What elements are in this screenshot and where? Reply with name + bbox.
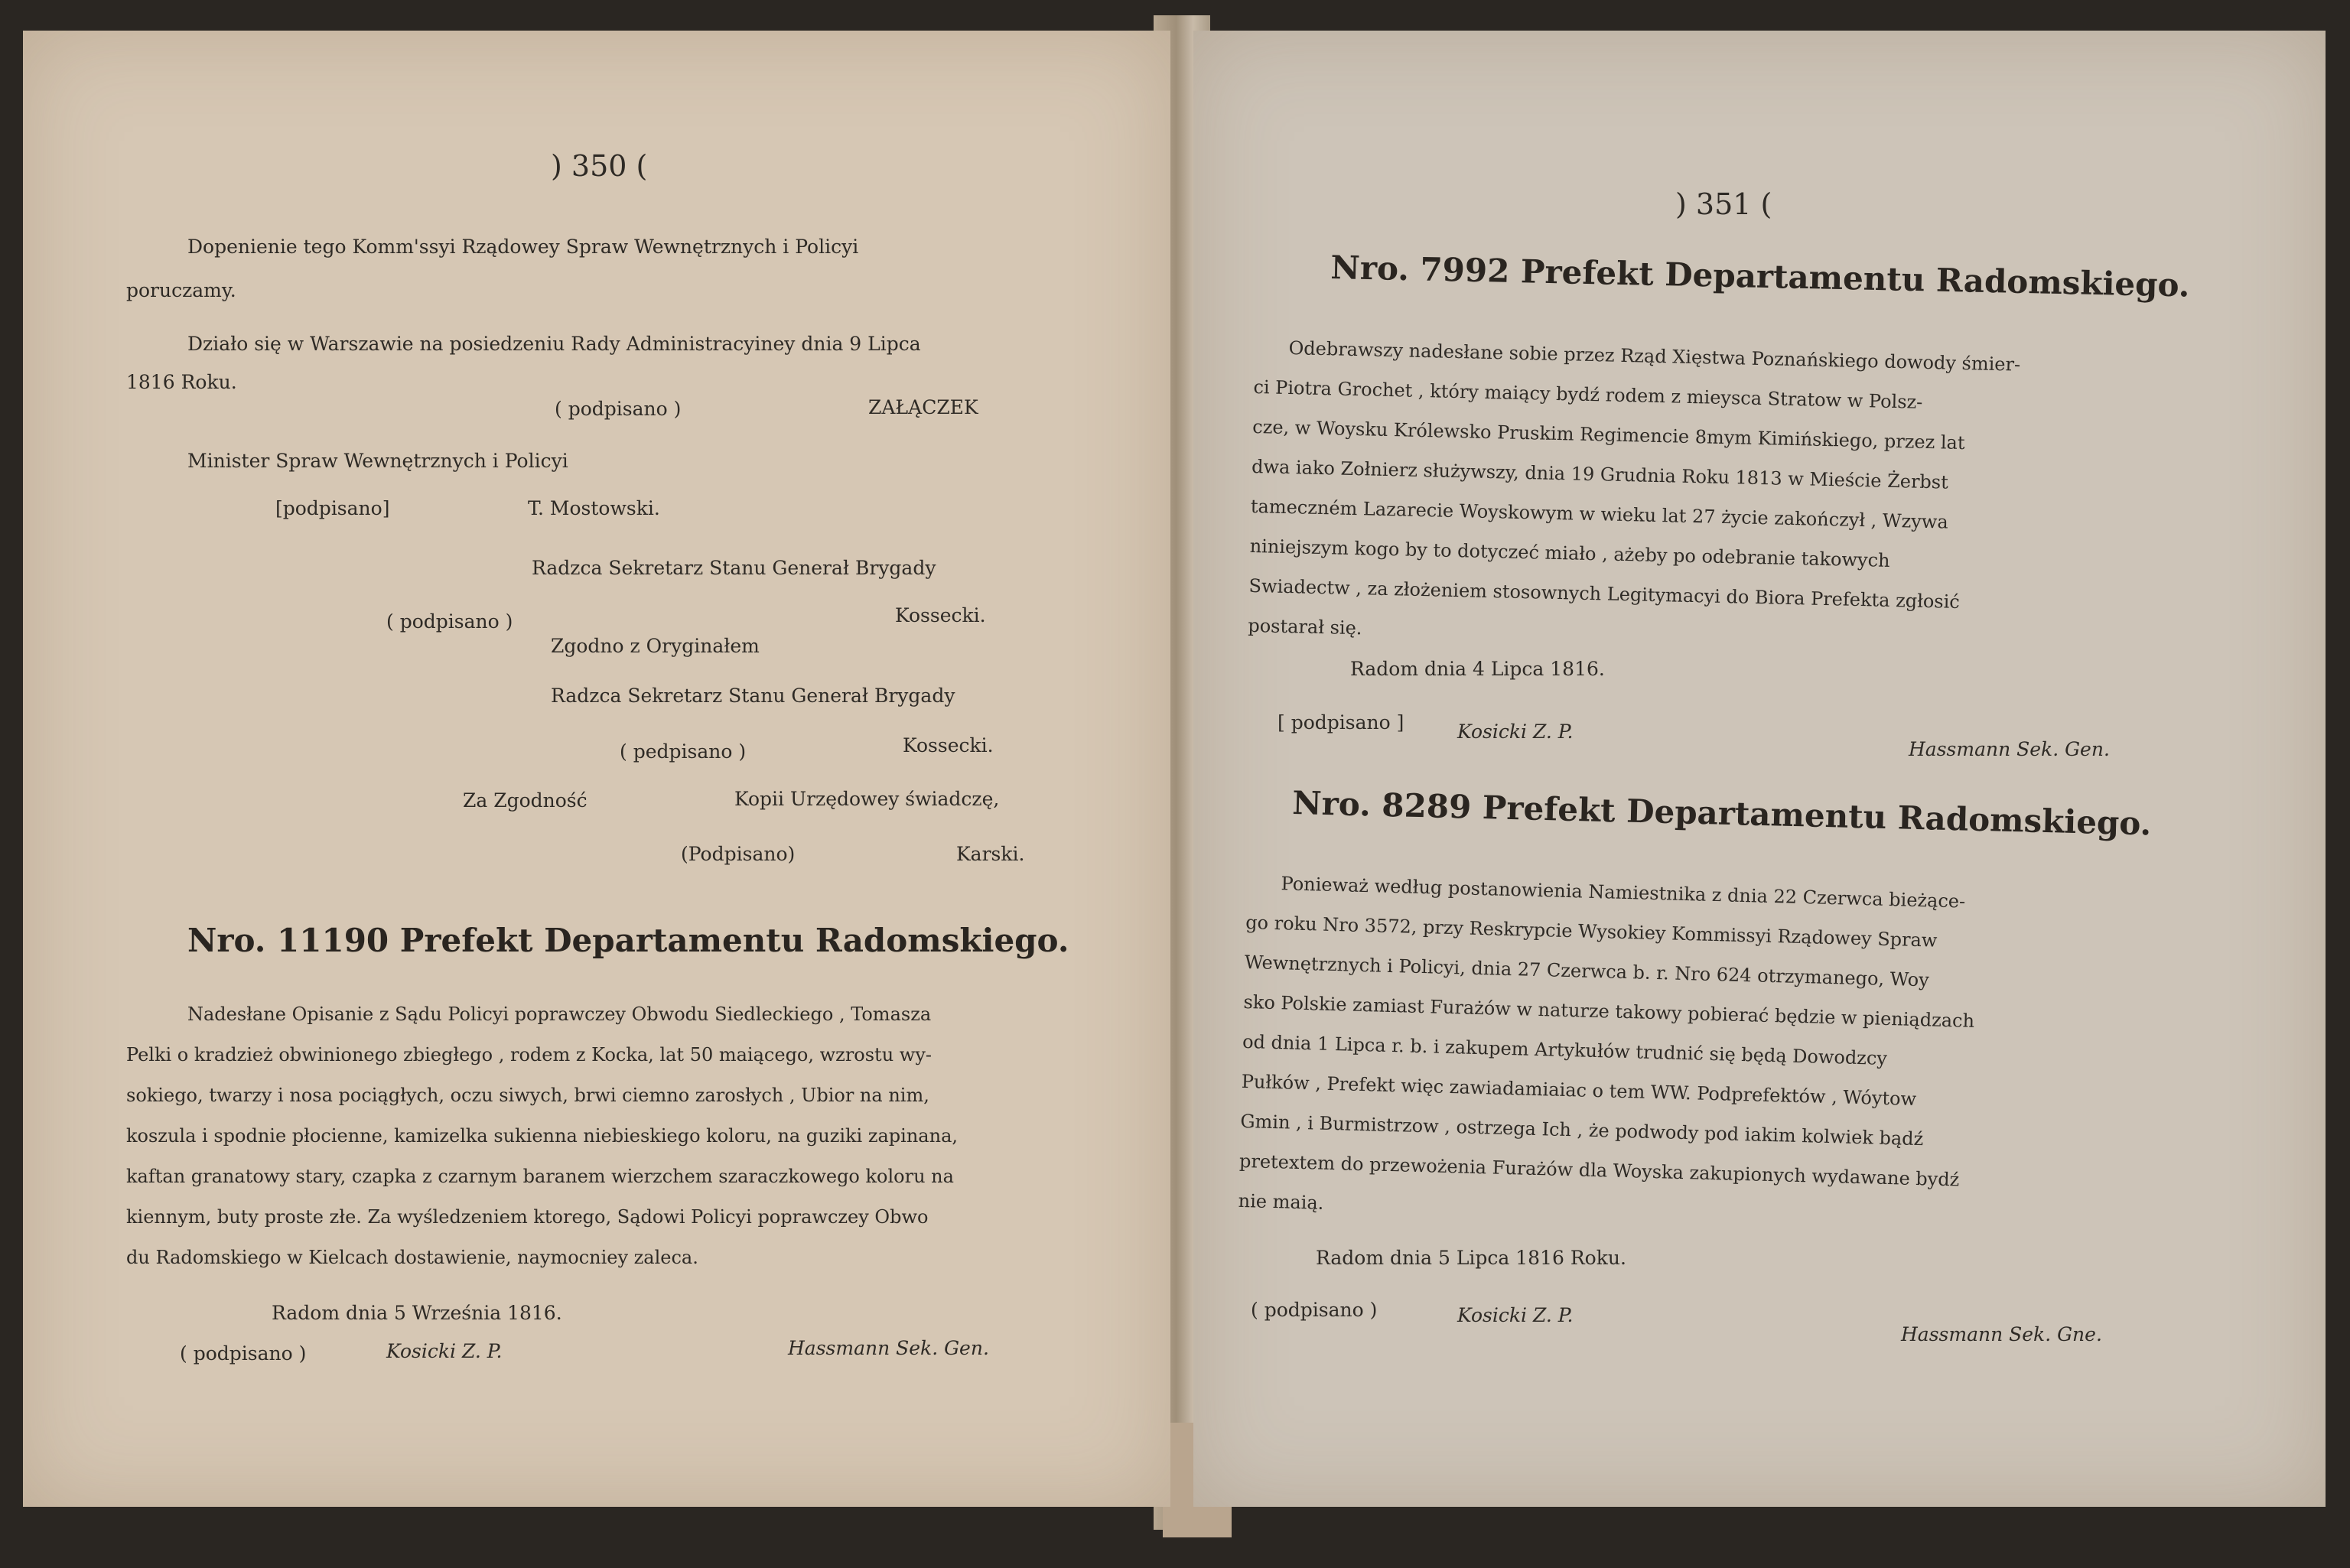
body-line: od dnia 1 Lipca r. b. i zakupem Artykułów trudnić się będą Dowodzcy <box>1242 1030 1888 1069</box>
body-line: Gmin , i Burmistrzow , ostrzega Ich , że podwody pod iakim kolwiek bądź <box>1240 1110 1924 1150</box>
body-line: kiennym, buty proste złe. Za wyśledzeniem ktorego, Sądowi Policyi poprawczey Obwo <box>126 1206 929 1228</box>
date-line: Radom dnia 5 Lipca 1816 Roku. <box>1316 1247 1626 1269</box>
body-line: tameczném Lazarecie Woyskowym w wieku lat 27 życie zakończył , Wzywa <box>1250 495 1948 533</box>
right-page <box>1193 31 2326 1507</box>
text-line: Za Zgodność <box>463 789 588 812</box>
body-line: pretextem do przewożenia Furażów dla Woyska zakupionych wydawane bydź <box>1238 1150 1960 1191</box>
signature-name: Kossecki. <box>903 734 994 756</box>
body-line: cze, w Woysku Królewsko Pruskim Regimencie 8mym Kimińskiego, przez lat <box>1252 415 1965 454</box>
text-line: poruczamy. <box>126 279 236 301</box>
text-line: Działo się w Warszawie na posiedzeniu Rady Administracyiney dnia 9 Lipca <box>187 333 921 355</box>
body-line: postarał się. <box>1248 614 1362 639</box>
body-line: du Radomskiego w Kielcach dostawienie, naymocniey zaleca. <box>126 1247 698 1268</box>
text-line: Zgodno z Oryginałem <box>551 635 760 657</box>
section-heading: Nro. 7992 Prefekt Departamentu Radomskiego. <box>1330 249 2190 304</box>
section-heading: Nro. 11190 Prefekt Departamentu Radomskiego. <box>187 922 1069 959</box>
body-line: nie maią. <box>1238 1189 1324 1214</box>
body-line: ci Piotra Grochet , który maiący bydź rodem z mieysca Stratow w Polsz- <box>1253 376 1923 413</box>
signature-name: Kosicki Z. P. <box>1457 721 1574 743</box>
signature-label: [ podpisano ] <box>1278 711 1404 734</box>
signature-label: [podpisano] <box>275 497 390 519</box>
signature-label: ( podpisano ) <box>180 1342 307 1365</box>
signature-name: Kossecki. <box>895 604 986 626</box>
signature-label: ( podpisano ) <box>386 610 513 633</box>
body-line: dwa iako Zołnierz służywszy, dnia 19 Grudnia Roku 1813 w Mieście Żerbst <box>1251 455 1949 493</box>
page-number: ) 350 ( <box>551 149 648 183</box>
text-line: Radzca Sekretarz Stanu Generał Brygady <box>551 685 955 707</box>
body-line: Nadesłane Opisanie z Sądu Policyi poprawczey Obwodu Siedleckiego , Tomasza <box>187 1004 932 1025</box>
text-line: Radzca Sekretarz Stanu Generał Brygady <box>532 557 936 579</box>
page-number: ) 351 ( <box>1675 187 1772 221</box>
signature-name: Karski. <box>956 843 1025 865</box>
body-line: niniejszym kogo by to dotyczeć miało , ażeby po odebranie takowych <box>1249 535 1890 571</box>
attachment-label: ZAŁĄCZEK <box>868 396 978 418</box>
signature-label: ( podpisano ) <box>555 398 682 420</box>
signature-name: Hassmann Sek. Gen. <box>788 1337 989 1359</box>
body-line: go roku Nro 3572, przy Reskrypcie Wysokiey Kommissyi Rządowey Spraw <box>1245 911 1938 952</box>
body-line: sokiego, twarzy i nosa pociągłych, oczu siwych, brwi ciemno zarosłych , Ubior na nim, <box>126 1085 929 1106</box>
left-page <box>23 31 1170 1507</box>
text-line: Dopenienie tego Komm'ssyi Rządowey Spraw Wewnętrznych i Policyi <box>187 236 859 258</box>
text-line: Minister Spraw Wewnętrznych i Policyi <box>187 450 568 472</box>
signature-name: T. Mostowski. <box>528 497 660 519</box>
body-line: Pelki o kradzież obwinionego zbiegłego , rodem z Kocka, lat 50 maiącego, wzrostu wy- <box>126 1044 932 1065</box>
signature-label: (Podpisano) <box>681 843 796 865</box>
signature-name: Kosicki Z. P. <box>386 1340 503 1362</box>
body-line: sko Polskie zamiast Furażów w naturze takowy pobierać będzie w pieniądzach <box>1243 991 1975 1032</box>
signature-label: ( pedpisano ) <box>620 740 747 763</box>
signature-name: Kosicki Z. P. <box>1457 1304 1574 1326</box>
body-line: koszula i spodnie płocienne, kamizelka sukienna niebieskiego koloru, na guziki zapinana, <box>126 1125 959 1147</box>
signature-name: Hassmann Sek. Gen. <box>1909 738 2110 760</box>
date-line: Radom dnia 5 Września 1816. <box>272 1302 562 1324</box>
signature-name: Hassmann Sek. Gne. <box>1901 1323 2102 1345</box>
text-line: 1816 Roku. <box>126 371 237 393</box>
body-line: Swiadectw , za złożeniem stosownych Legitymacyi do Biora Prefekta zgłosić <box>1248 574 1961 613</box>
body-line: kaftan granatowy stary, czapka z czarnym baranem wierzchem szaraczkowego koloru na <box>126 1166 954 1187</box>
body-line: Ponieważ według postanowienia Namiestnika z dnia 22 Czerwca bieżące- <box>1281 873 1966 912</box>
body-line: Wewnętrznych i Policyi, dnia 27 Czerwca b. r. Nro 624 otrzymanego, Woy <box>1244 951 1930 991</box>
section-heading: Nro. 8289 Prefekt Departamentu Radomskiego. <box>1291 784 2152 843</box>
text-line: Kopii Urzędowey świadczę, <box>734 788 1000 810</box>
signature-label: ( podpisano ) <box>1251 1299 1378 1321</box>
body-line: Odebrawszy nadesłane sobie przez Rząd Xięstwa Poznańskiego dowody śmier- <box>1288 337 2021 376</box>
body-line: Pułków , Prefekt więc zawiadamiaiac o tem WW. Podprefektów , Wóytow <box>1241 1070 1917 1111</box>
date-line: Radom dnia 4 Lipca 1816. <box>1350 658 1605 680</box>
